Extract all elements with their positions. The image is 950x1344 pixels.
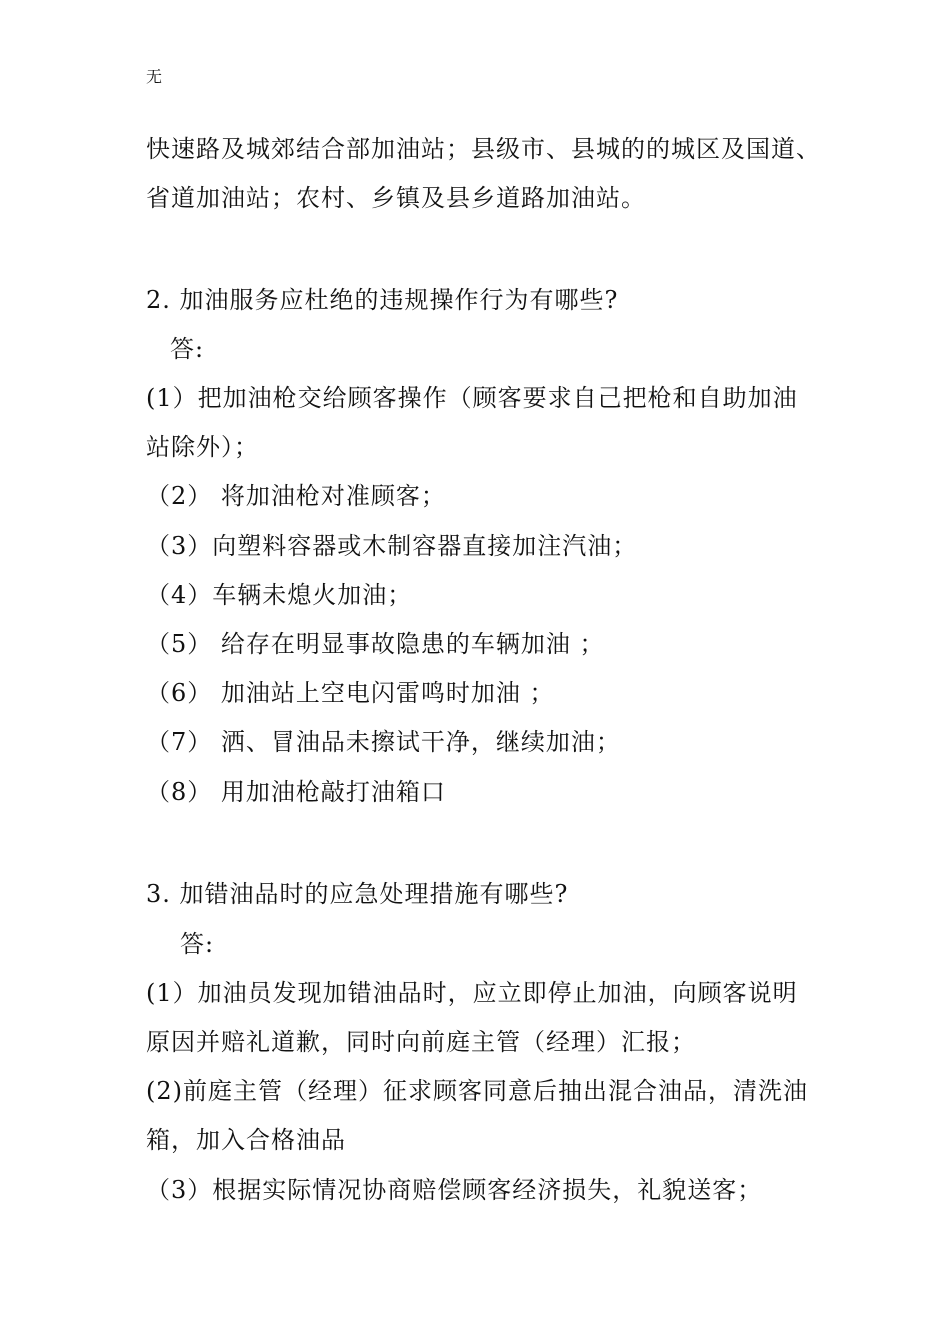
q3-item-3: （3）根据实际情况协商赔偿顾客经济损失，礼貌送客；: [146, 1176, 763, 1204]
q3-item-1-cont: 原因并赔礼道歉，同时向前庭主管（经理）汇报；: [146, 1028, 696, 1056]
q2-item-6: （6） 加油站上空电闪雷鸣时加油 ；: [146, 679, 555, 707]
q2-item-8: （8） 用加油枪敲打油箱口: [146, 778, 446, 806]
q2-item-1: (1）把加油枪交给顾客操作（顾客要求自己把枪和自助加油: [146, 384, 798, 412]
q3-item-1: (1）加油员发现加错油品时，应立即停止加油，向顾客说明: [146, 979, 798, 1007]
q2-item-4: （4）车辆未熄火加油；: [146, 581, 413, 609]
question-3: 3. 加错油品时的应急处理措施有哪些?: [146, 880, 569, 908]
q3-item-2: (2)前庭主管（经理）征求顾客同意后抽出混合油品，清洗油: [146, 1077, 808, 1105]
question-2: 2. 加油服务应杜绝的违规操作行为有哪些?: [146, 286, 619, 314]
q2-item-2: （2） 将加油枪对准顾客；: [146, 482, 446, 510]
q2-item-3: （3）向塑料容器或木制容器直接加注汽油；: [146, 532, 638, 560]
page-header: 无: [146, 67, 163, 86]
q2-item-5: （5） 给存在明显事故隐患的车辆加油 ；: [146, 630, 605, 658]
q2-item-1-cont: 站除外）；: [146, 433, 259, 461]
answer-label-3: 答:: [180, 930, 215, 958]
answer-label-2: 答:: [170, 335, 205, 363]
q3-item-2-cont: 箱，加入合格油品: [146, 1126, 346, 1154]
intro-line-1: 快速路及城郊结合部加油站；县级市、县城的的城区及国道、: [146, 135, 821, 163]
q2-item-7: （7） 洒、冒油品未擦试干净，继续加油；: [146, 728, 621, 756]
intro-line-2: 省道加油站；农村、乡镇及县乡道路加油站。: [146, 184, 646, 212]
